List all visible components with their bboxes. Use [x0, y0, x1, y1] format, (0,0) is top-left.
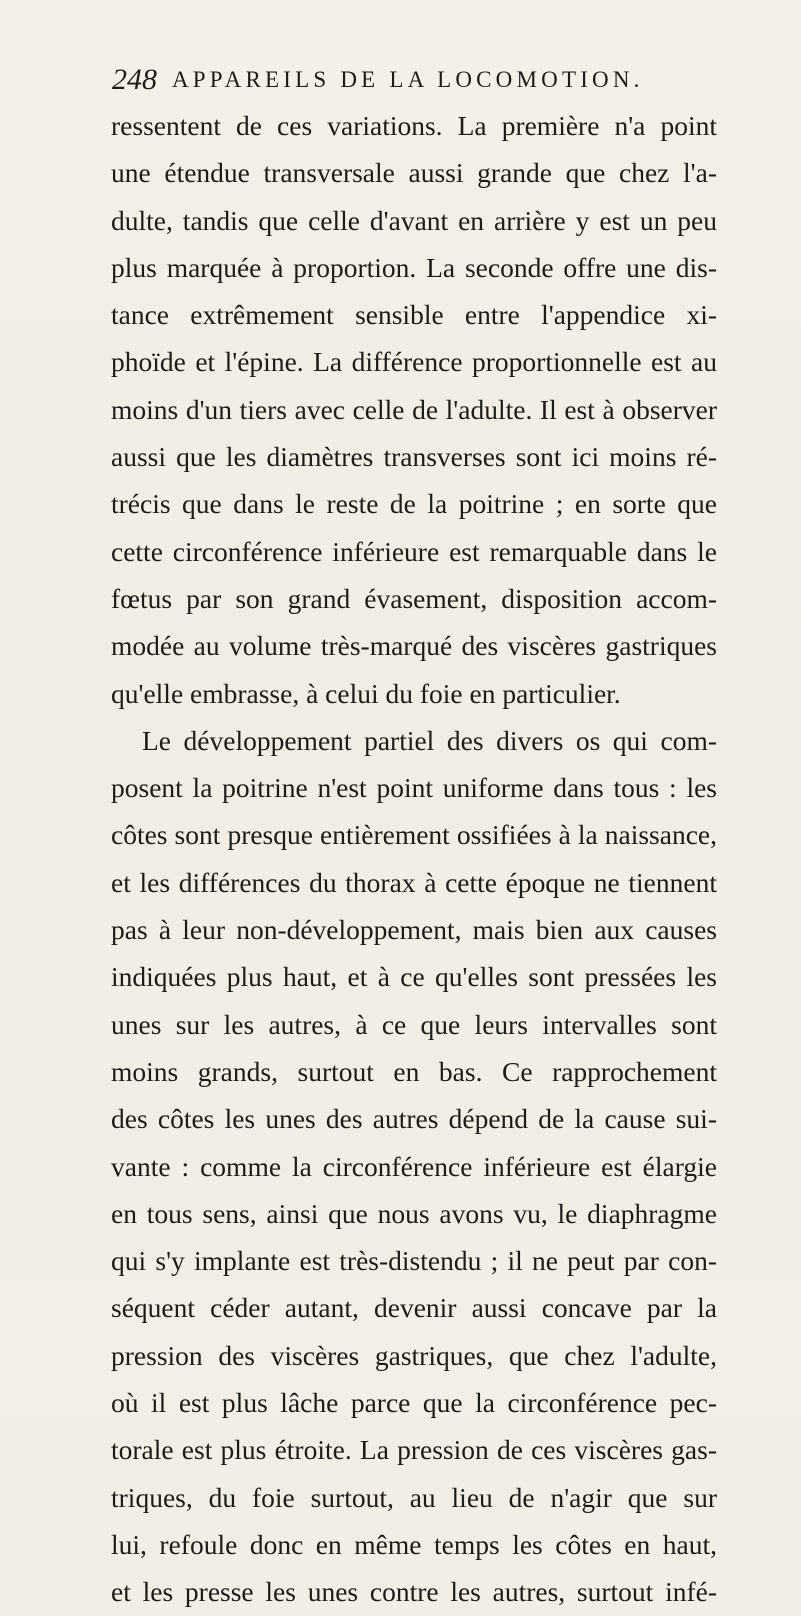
text-line: trécis que dans le reste de la poitrine ; en sorte que	[111, 488, 717, 520]
page-header	[112, 60, 712, 100]
text-line: en tous sens, ainsi que nous avons vu, le diaphragme	[111, 1197, 717, 1229]
running-head: APPAREILS DE LA LOCOMOTION.	[172, 67, 644, 92]
page-number: 248	[112, 63, 157, 96]
text-line: et les presse les unes contre les autres, surtout infé-	[111, 1576, 717, 1608]
text-line: indiquées plus haut, et à ce qu'elles sont pressées les	[111, 961, 717, 993]
text-line: Le développement partiel des divers os qui com-	[142, 724, 717, 756]
text-line: et les différences du thorax à cette époque ne tiennent	[111, 866, 717, 898]
text-line: modée au volume très-marqué des viscères gastriques	[111, 630, 717, 662]
text-line: qui s'y implante est très-distendu ; il ne peut par con-	[111, 1245, 717, 1277]
text-line: tance extrêmement sensible entre l'appendice xi-	[111, 299, 717, 331]
text-line: vante : comme la circonférence inférieure est élargie	[111, 1150, 717, 1182]
text-line: côtes sont presque entièrement ossifiées à la naissance,	[111, 819, 717, 851]
text-line: où il est plus lâche parce que la circonférence pec-	[111, 1387, 717, 1419]
text-line: posent la poitrine n'est point uniforme dans tous : les	[111, 772, 717, 804]
text-line: ressentent de ces variations. La première n'a point	[111, 110, 717, 141]
text-line: des côtes les unes des autres dépend de la cause sui-	[111, 1103, 717, 1135]
text-line: lui, refoule donc en même temps les côtes en haut,	[111, 1528, 717, 1560]
text-line: plus marquée à proportion. La seconde offre une dis-	[111, 251, 717, 283]
text-line: qu'elle embrasse, à celui du foie en particulier.	[111, 677, 621, 709]
text-line: unes sur les autres, à ce que leurs intervalles sont	[111, 1008, 717, 1040]
text-line: séquent céder autant, devenir aussi concave par la	[111, 1292, 717, 1324]
text-line: torale est plus étroite. La pression de ces viscères gas-	[111, 1434, 717, 1466]
text-line: aussi que les diamètres transverses sont ici moins ré-	[111, 441, 717, 473]
body-text	[111, 102, 717, 1616]
text-line: pression des viscères gastriques, que chez l'adulte,	[111, 1339, 717, 1371]
text-line: cette circonférence inférieure est remarquable dans le	[111, 535, 717, 567]
text-line: dulte, tandis que celle d'avant en arrière y est un peu	[111, 204, 717, 236]
text-line: une étendue transversale aussi grande que chez l'a-	[111, 157, 717, 189]
text-line: pas à leur non-développement, mais bien aux causes	[111, 914, 717, 946]
text-line: moins d'un tiers avec celle de l'adulte. Il est à observer	[111, 393, 717, 425]
text-line: moins grands, surtout en bas. Ce rapprochement	[111, 1055, 717, 1087]
text-line: phoïde et l'épine. La différence proportionnelle est au	[111, 346, 717, 378]
text-line: triques, du foie surtout, au lieu de n'agir que sur	[111, 1481, 717, 1513]
text-line: fœtus par son grand évasement, disposition accom-	[111, 582, 717, 614]
